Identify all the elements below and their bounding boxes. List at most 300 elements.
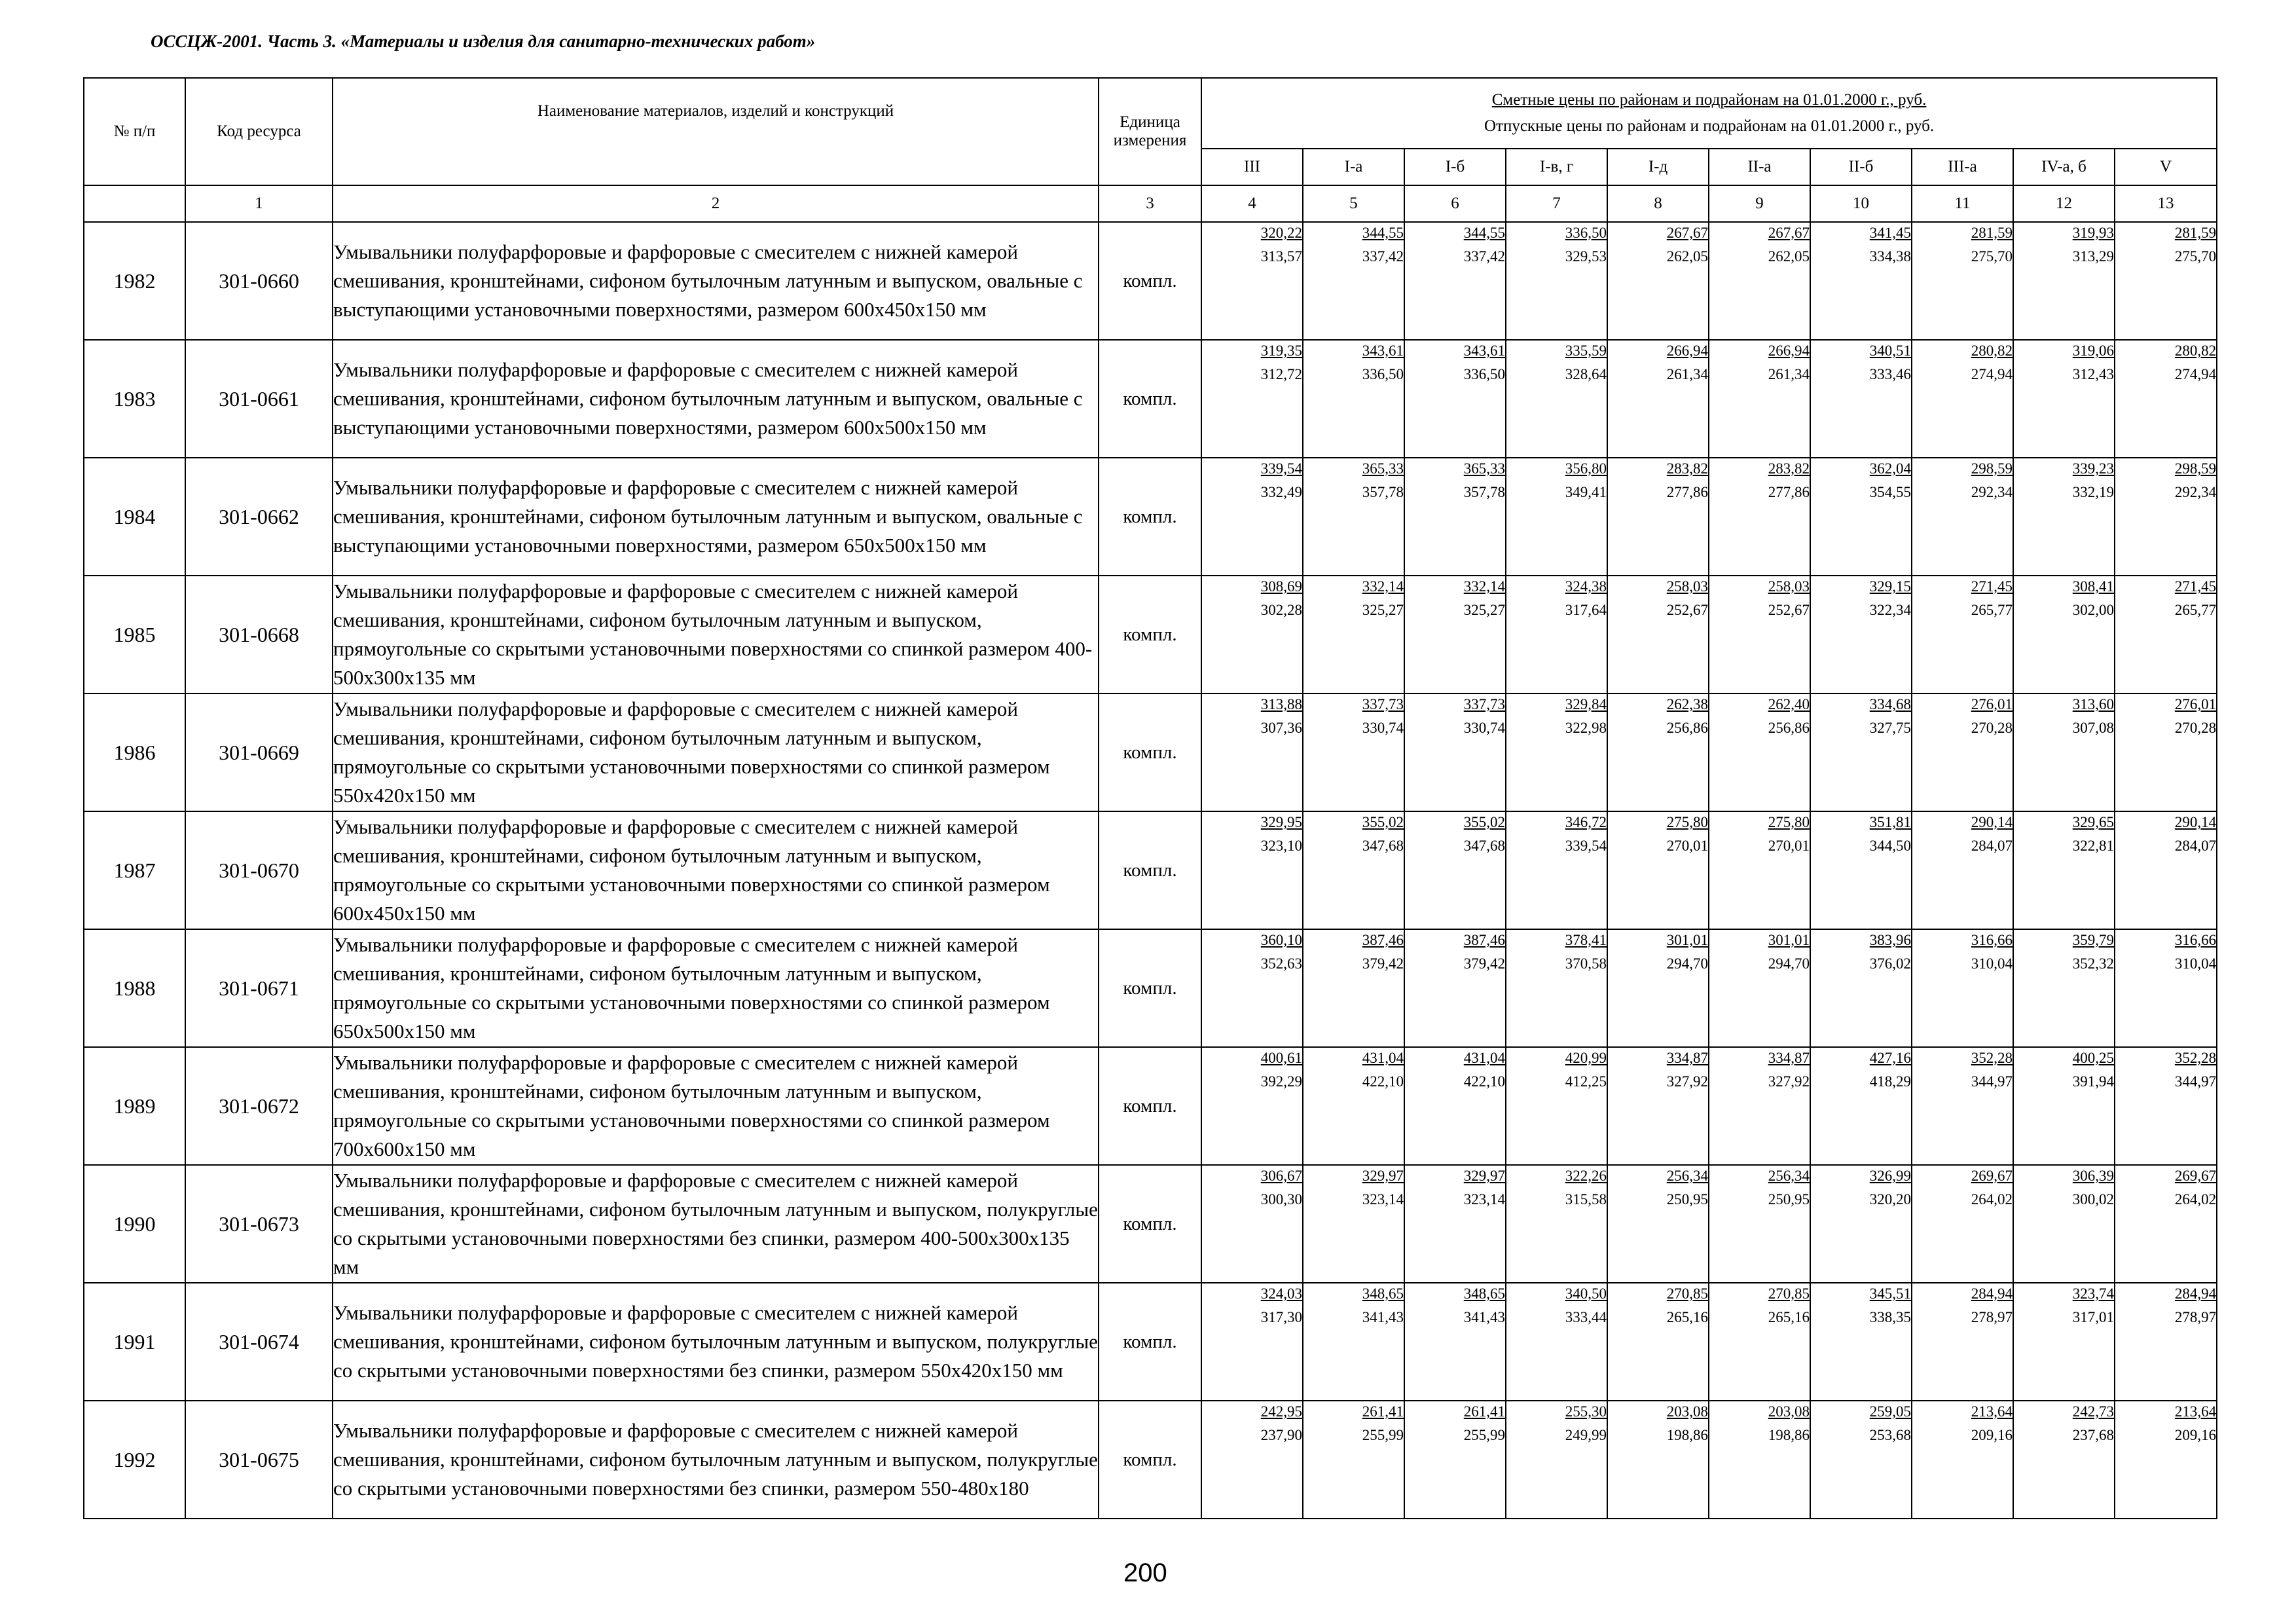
release-price: 422,10: [1362, 1073, 1404, 1090]
price-cell: [1607, 340, 1709, 458]
column-number: 1: [185, 185, 333, 222]
estimate-price: 306,39: [2072, 1168, 2114, 1184]
resource-code: 301-0661: [185, 340, 333, 458]
estimate-price: 332,14: [1362, 578, 1404, 595]
release-price: 337,42: [1463, 248, 1505, 265]
item-name: Умывальники полуфарфоровые и фарфоровые с смесителем с нижней камерой смешивания, кронштейнами, сифоном бутылочным латунным и выпуском, прямоугольные со скрытыми установочными поверхностями со спинкой размером 600х450х150 мм: [333, 811, 1099, 929]
unit: компл.: [1099, 1401, 1201, 1519]
release-price: 270,28: [2174, 720, 2217, 736]
release-price: 317,01: [2072, 1309, 2114, 1325]
estimate-price: 329,97: [1362, 1168, 1404, 1184]
estimate-price: 242,95: [1260, 1403, 1302, 1420]
estimate-price: 345,51: [1869, 1285, 1911, 1302]
estimate-price: 329,65: [2072, 814, 2114, 830]
release-price: 265,77: [2174, 602, 2217, 618]
price-cell: [1810, 222, 1912, 340]
price-cell: [1201, 1283, 1303, 1401]
price-cell: [1506, 1283, 1607, 1401]
estimate-price: 348,65: [1463, 1285, 1505, 1302]
region-header: II-б: [1810, 149, 1912, 185]
release-price: 333,44: [1565, 1309, 1607, 1325]
price-cell: [1201, 1165, 1303, 1283]
release-price: 265,16: [1768, 1309, 1810, 1325]
release-price: 339,54: [1565, 838, 1607, 854]
price-cell: [2013, 929, 2115, 1047]
resource-code: 301-0672: [185, 1047, 333, 1165]
price-cell: [1912, 340, 2013, 458]
estimate-prices-label: Сметные цены по районам и подрайонам на 01.01.2000 г., руб.: [1491, 91, 1927, 109]
estimate-price: 283,82: [1666, 460, 1708, 477]
estimate-price: 322,26: [1565, 1168, 1607, 1184]
price-cell: [1201, 1047, 1303, 1165]
row-number: 1985: [84, 576, 185, 693]
item-name: Умывальники полуфарфоровые и фарфоровые с смесителем с нижней камерой смешивания, кронштейнами, сифоном бутылочным латунным и выпуском, прямоугольные со скрытыми установочными поверхностями со спинкой размером 550х420х150 мм: [333, 693, 1099, 811]
estimate-price: 355,02: [1362, 814, 1404, 830]
price-cell: [1709, 693, 1810, 811]
unit: компл.: [1099, 1165, 1201, 1283]
estimate-price: 346,72: [1565, 814, 1607, 830]
estimate-price: 308,41: [2072, 578, 2114, 595]
price-cell: [1506, 458, 1607, 576]
item-name: Умывальники полуфарфоровые и фарфоровые с смесителем с нижней камерой смешивания, кронштейнами, сифоном бутылочным латунным и выпуском, прямоугольные со скрытыми установочными поверхностями со спинкой размером 700х600х150 мм: [333, 1047, 1099, 1165]
estimate-price: 308,69: [1260, 578, 1302, 595]
price-cell: [1810, 1165, 1912, 1283]
price-cell: [1303, 222, 1404, 340]
estimate-price: 281,59: [1971, 225, 2013, 241]
resource-code: 301-0674: [185, 1283, 333, 1401]
price-cell: [1201, 340, 1303, 458]
price-cell: [2013, 576, 2115, 693]
price-cell: [1709, 1283, 1810, 1401]
release-price: 310,04: [1971, 955, 2013, 972]
release-price: 252,67: [1768, 602, 1810, 618]
resource-code: 301-0662: [185, 458, 333, 576]
release-price: 370,58: [1565, 955, 1607, 972]
estimate-price: 269,67: [2174, 1168, 2217, 1184]
release-price: 347,68: [1463, 838, 1505, 854]
unit: компл.: [1099, 1283, 1201, 1401]
price-cell: [1201, 222, 1303, 340]
estimate-price: 258,03: [1666, 578, 1708, 595]
price-cell: [1607, 1401, 1709, 1519]
release-price: 336,50: [1463, 366, 1505, 382]
release-price: 376,02: [1869, 955, 1911, 972]
estimate-price: 351,81: [1869, 814, 1911, 830]
resource-code: 301-0670: [185, 811, 333, 929]
price-cell: [2115, 222, 2217, 340]
row-number: 1987: [84, 811, 185, 929]
table-body: [84, 222, 2217, 1519]
price-cell: [2013, 811, 2115, 929]
price-cell: [1404, 1283, 1506, 1401]
column-number: 9: [1709, 185, 1810, 222]
price-cell: [1506, 929, 1607, 1047]
estimate-price: 344,55: [1362, 225, 1404, 241]
release-price: 250,95: [1666, 1191, 1708, 1208]
resource-code: 301-0671: [185, 929, 333, 1047]
price-cell: [2115, 1283, 2217, 1401]
price-cell: [2115, 1047, 2217, 1165]
release-price: 344,50: [1869, 838, 1911, 854]
price-cell: [1404, 576, 1506, 693]
release-price: 357,78: [1463, 484, 1505, 500]
price-cell: [2115, 929, 2217, 1047]
release-prices-label: Отпускные цены по районам и подрайонам на 01.01.2000 г., руб.: [1484, 117, 1935, 135]
price-cell: [1912, 222, 2013, 340]
price-cell: [1709, 811, 1810, 929]
release-price: 334,38: [1869, 248, 1911, 265]
price-cell: [1506, 340, 1607, 458]
price-cell: [1404, 1401, 1506, 1519]
unit: компл.: [1099, 929, 1201, 1047]
release-price: 255,99: [1362, 1427, 1404, 1443]
release-price: 264,02: [2174, 1191, 2217, 1208]
release-price: 262,05: [1768, 248, 1810, 265]
estimate-price: 262,40: [1768, 696, 1810, 712]
estimate-price: 261,41: [1463, 1403, 1505, 1420]
release-price: 327,75: [1869, 720, 1911, 736]
release-price: 256,86: [1666, 720, 1708, 736]
estimate-price: 340,51: [1869, 342, 1911, 359]
estimate-price: 261,41: [1362, 1403, 1404, 1420]
release-price: 198,86: [1768, 1427, 1810, 1443]
price-cell: [2013, 1401, 2115, 1519]
price-cell: [1607, 576, 1709, 693]
price-cell: [1303, 1047, 1404, 1165]
unit: компл.: [1099, 222, 1201, 340]
estimate-price: 336,50: [1565, 225, 1607, 241]
release-price: 284,07: [2174, 838, 2217, 854]
release-price: 333,46: [1869, 366, 1911, 382]
price-cell: [1912, 458, 2013, 576]
estimate-price: 203,08: [1768, 1403, 1810, 1420]
price-cell: [1912, 1283, 2013, 1401]
column-number: 4: [1201, 185, 1303, 222]
release-price: 332,49: [1260, 484, 1302, 500]
release-price: 275,70: [1971, 248, 2013, 265]
release-price: 344,97: [2174, 1073, 2217, 1090]
row-number: 1988: [84, 929, 185, 1047]
release-price: 322,34: [1869, 602, 1911, 618]
price-cell: [1709, 340, 1810, 458]
estimate-price: 341,45: [1869, 225, 1911, 241]
release-price: 327,92: [1666, 1073, 1708, 1090]
estimate-price: 256,34: [1768, 1168, 1810, 1184]
release-price: 317,30: [1260, 1309, 1302, 1325]
price-cell: [1709, 1165, 1810, 1283]
price-cell: [1607, 222, 1709, 340]
release-price: 256,86: [1768, 720, 1810, 736]
price-cell: [1201, 458, 1303, 576]
price-cell: [2115, 1165, 2217, 1283]
table-row: [84, 1283, 2217, 1401]
item-name: Умывальники полуфарфоровые и фарфоровые с смесителем с нижней камерой смешивания, кронштейнами, сифоном бутылочным латунным и выпуском, прямоугольные со скрытыми установочными поверхностями со спинкой размером 650х500х150 мм: [333, 929, 1099, 1047]
price-cell: [1810, 811, 1912, 929]
table-row: [84, 1165, 2217, 1283]
release-price: 294,70: [1768, 955, 1810, 972]
price-cell: [1607, 1283, 1709, 1401]
price-cell: [1201, 693, 1303, 811]
table-row: [84, 222, 2217, 340]
col-header-prices-group: [1201, 78, 2217, 149]
release-price: 317,64: [1565, 602, 1607, 618]
table-row: [84, 1401, 2217, 1519]
table-row: [84, 340, 2217, 458]
column-number: 8: [1607, 185, 1709, 222]
release-price: 270,28: [1971, 720, 2013, 736]
estimate-price: 329,84: [1565, 696, 1607, 712]
price-cell: [1810, 1047, 1912, 1165]
estimate-price: 324,03: [1260, 1285, 1302, 1302]
price-cell: [1506, 576, 1607, 693]
estimate-price: 259,05: [1869, 1403, 1911, 1420]
release-price: 284,07: [1971, 838, 2013, 854]
release-price: 307,36: [1260, 720, 1302, 736]
estimate-price: 420,99: [1565, 1050, 1607, 1066]
price-cell: [1709, 222, 1810, 340]
price-cell: [1607, 1165, 1709, 1283]
estimate-price: 334,87: [1768, 1050, 1810, 1066]
estimate-price: 276,01: [1971, 696, 2013, 712]
header-row: [84, 78, 2217, 149]
release-price: 422,10: [1463, 1073, 1505, 1090]
release-price: 354,55: [1869, 484, 1911, 500]
release-price: 325,27: [1362, 602, 1404, 618]
release-price: 261,34: [1666, 366, 1708, 382]
price-cell: [1912, 1165, 2013, 1283]
estimate-price: 339,23: [2072, 460, 2114, 477]
price-cell: [2115, 340, 2217, 458]
release-price: 352,32: [2072, 955, 2114, 972]
estimate-price: 334,68: [1869, 696, 1911, 712]
estimate-price: 203,08: [1666, 1403, 1708, 1420]
release-price: 255,99: [1463, 1427, 1505, 1443]
estimate-price: 337,73: [1362, 696, 1404, 712]
release-price: 274,94: [2174, 366, 2217, 382]
price-cell: [1404, 458, 1506, 576]
release-price: 320,20: [1869, 1191, 1911, 1208]
resource-code: 301-0675: [185, 1401, 333, 1519]
estimate-price: 343,61: [1362, 342, 1404, 359]
column-number: 6: [1404, 185, 1506, 222]
price-cell: [1607, 458, 1709, 576]
estimate-price: 319,06: [2072, 342, 2114, 359]
release-price: 337,42: [1362, 248, 1404, 265]
estimate-price: 269,67: [1971, 1168, 2013, 1184]
estimate-price: 271,45: [2174, 578, 2217, 595]
release-price: 300,02: [2072, 1191, 2114, 1208]
release-price: 300,30: [1260, 1191, 1302, 1208]
release-price: 278,97: [1971, 1309, 2013, 1325]
row-number: 1989: [84, 1047, 185, 1165]
release-price: 209,16: [1971, 1427, 2013, 1443]
price-cell: [2115, 576, 2217, 693]
region-header: I-в, г: [1506, 149, 1607, 185]
price-cell: [1607, 811, 1709, 929]
unit: компл.: [1099, 340, 1201, 458]
estimate-price: 213,64: [1971, 1403, 2013, 1420]
price-cell: [1506, 1165, 1607, 1283]
table-row: [84, 576, 2217, 693]
estimate-price: 343,61: [1463, 342, 1505, 359]
resource-code: 301-0660: [185, 222, 333, 340]
document-header: ОССЦЖ-2001. Часть 3. «Материалы и изделия для санитарно-технических работ»: [151, 31, 816, 51]
column-number: 10: [1810, 185, 1912, 222]
release-price: 261,34: [1768, 366, 1810, 382]
release-price: 237,68: [2072, 1427, 2114, 1443]
estimate-price: 275,80: [1768, 814, 1810, 830]
item-name: Умывальники полуфарфоровые и фарфоровые с смесителем с нижней камерой смешивания, кронштейнами, сифоном бутылочным латунным и выпуском, овальные с выступающими установочными поверхностями, размером 650х500х150 мм: [333, 458, 1099, 576]
table-row: [84, 458, 2217, 576]
estimate-price: 284,94: [2174, 1285, 2217, 1302]
estimate-price: 290,14: [1971, 814, 2013, 830]
estimate-price: 359,79: [2072, 932, 2114, 948]
price-cell: [2115, 693, 2217, 811]
estimate-price: 280,82: [2174, 342, 2217, 359]
release-price: 278,97: [2174, 1309, 2217, 1325]
estimate-price: 319,35: [1260, 342, 1302, 359]
estimate-price: 329,97: [1463, 1168, 1505, 1184]
column-number: 2: [333, 185, 1099, 222]
table-row: [84, 811, 2217, 929]
estimate-price: 313,60: [2072, 696, 2114, 712]
estimate-price: 344,55: [1463, 225, 1505, 241]
release-price: 341,43: [1362, 1309, 1404, 1325]
row-number: 1986: [84, 693, 185, 811]
resource-code: 301-0669: [185, 693, 333, 811]
unit: компл.: [1099, 1047, 1201, 1165]
unit: компл.: [1099, 693, 1201, 811]
price-cell: [1810, 1283, 1912, 1401]
estimate-price: 362,04: [1869, 460, 1911, 477]
estimate-price: 316,66: [1971, 932, 2013, 948]
row-number: 1990: [84, 1165, 185, 1283]
price-cell: [1810, 576, 1912, 693]
estimate-price: 365,33: [1362, 460, 1404, 477]
release-price: 294,70: [1666, 955, 1708, 972]
price-cell: [1201, 1401, 1303, 1519]
estimate-price: 339,54: [1260, 460, 1302, 477]
price-cell: [1506, 222, 1607, 340]
release-price: 313,29: [2072, 248, 2114, 265]
release-price: 357,78: [1362, 484, 1404, 500]
column-number: 7: [1506, 185, 1607, 222]
region-header: III: [1201, 149, 1303, 185]
region-header: I-д: [1607, 149, 1709, 185]
row-number: 1992: [84, 1401, 185, 1519]
estimate-price: 427,16: [1869, 1050, 1911, 1066]
table-row: [84, 929, 2217, 1047]
price-cell: [1506, 1401, 1607, 1519]
column-number-empty: [84, 185, 185, 222]
release-price: 253,68: [1869, 1427, 1911, 1443]
region-header: I-а: [1303, 149, 1404, 185]
item-name: Умывальники полуфарфоровые и фарфоровые с смесителем с нижней камерой смешивания, кронштейнами, сифоном бутылочным латунным и выпуском, полукруглые со скрытыми установочными поверхностями без спинки, размером 550х420х150 мм: [333, 1283, 1099, 1401]
estimate-price: 319,93: [2072, 225, 2114, 241]
release-price: 209,16: [2174, 1427, 2217, 1443]
price-cell: [2013, 340, 2115, 458]
estimate-price: 275,80: [1666, 814, 1708, 830]
estimate-price: 284,94: [1971, 1285, 2013, 1302]
estimate-price: 387,46: [1362, 932, 1404, 948]
release-price: 379,42: [1362, 955, 1404, 972]
estimate-price: 256,34: [1666, 1168, 1708, 1184]
release-price: 412,25: [1565, 1073, 1607, 1090]
price-cell: [1303, 340, 1404, 458]
column-number: 5: [1303, 185, 1404, 222]
region-header: II-а: [1709, 149, 1810, 185]
release-price: 322,81: [2072, 838, 2114, 854]
estimate-price: 298,59: [2174, 460, 2217, 477]
estimate-price: 255,30: [1565, 1403, 1607, 1420]
estimate-price: 298,59: [1971, 460, 2013, 477]
release-price: 344,97: [1971, 1073, 2013, 1090]
price-cell: [1810, 340, 1912, 458]
price-cell: [1303, 929, 1404, 1047]
release-price: 341,43: [1463, 1309, 1505, 1325]
row-number: 1983: [84, 340, 185, 458]
price-cell: [1201, 576, 1303, 693]
price-cell: [1303, 1401, 1404, 1519]
estimate-price: 281,59: [2174, 225, 2217, 241]
release-price: 418,29: [1869, 1073, 1911, 1090]
release-price: 312,72: [1260, 366, 1302, 382]
column-number: 13: [2115, 185, 2217, 222]
release-price: 292,34: [1971, 484, 2013, 500]
price-cell: [2115, 458, 2217, 576]
estimate-price: 270,85: [1666, 1285, 1708, 1302]
price-cell: [1404, 693, 1506, 811]
estimate-price: 266,94: [1768, 342, 1810, 359]
price-cell: [1506, 811, 1607, 929]
unit: компл.: [1099, 811, 1201, 929]
price-cell: [1506, 693, 1607, 811]
release-price: 332,19: [2072, 484, 2114, 500]
item-name: Умывальники полуфарфоровые и фарфоровые с смесителем с нижней камерой смешивания, кронштейнами, сифоном бутылочным латунным и выпуском, полукруглые со скрытыми установочными поверхностями без спинки, размером 400-500х300х135 мм: [333, 1165, 1099, 1283]
price-cell: [1404, 340, 1506, 458]
release-price: 323,14: [1463, 1191, 1505, 1208]
estimate-price: 276,01: [2174, 696, 2217, 712]
price-cell: [1303, 1283, 1404, 1401]
price-cell: [1404, 929, 1506, 1047]
item-name: Умывальники полуфарфоровые и фарфоровые с смесителем с нижней камерой смешивания, кронштейнами, сифоном бутылочным латунным и выпуском, овальные с выступающими установочными поверхностями, размером 600х500х150 мм: [333, 340, 1099, 458]
price-cell: [2013, 693, 2115, 811]
item-name: Умывальники полуфарфоровые и фарфоровые с смесителем с нижней камерой смешивания, кронштейнами, сифоном бутылочным латунным и выпуском, полукруглые со скрытыми установочными поверхностями без спинки, размером 550-480х180: [333, 1401, 1099, 1519]
price-cell: [1912, 929, 2013, 1047]
release-price: 392,29: [1260, 1073, 1302, 1090]
estimate-price: 340,50: [1565, 1285, 1607, 1302]
price-cell: [1912, 693, 2013, 811]
item-name: Умывальники полуфарфоровые и фарфоровые с смесителем с нижней камерой смешивания, кронштейнами, сифоном бутылочным латунным и выпуском, овальные с выступающими установочными поверхностями, размером 600х450х150 мм: [333, 222, 1099, 340]
estimate-price: 301,01: [1768, 932, 1810, 948]
release-price: 265,16: [1666, 1309, 1708, 1325]
region-header: V: [2115, 149, 2217, 185]
release-price: 302,28: [1260, 602, 1302, 618]
item-name: Умывальники полуфарфоровые и фарфоровые с смесителем с нижней камерой смешивания, кронштейнами, сифоном бутылочным латунным и выпуском, прямоугольные со скрытыми установочными поверхностями со спинкой размером 400-500х300х135 мм: [333, 576, 1099, 693]
estimate-price: 387,46: [1463, 932, 1505, 948]
unit: компл.: [1099, 458, 1201, 576]
price-cell: [1506, 1047, 1607, 1165]
col-header-unit: Единица измерения: [1099, 78, 1201, 185]
estimate-price: 258,03: [1768, 578, 1810, 595]
price-cell: [2013, 1165, 2115, 1283]
estimate-price: 313,88: [1260, 696, 1302, 712]
price-cell: [1303, 576, 1404, 693]
estimate-price: 290,14: [2174, 814, 2217, 830]
release-price: 264,02: [1971, 1191, 2013, 1208]
release-price: 275,70: [2174, 248, 2217, 265]
estimate-price: 334,87: [1666, 1050, 1708, 1066]
